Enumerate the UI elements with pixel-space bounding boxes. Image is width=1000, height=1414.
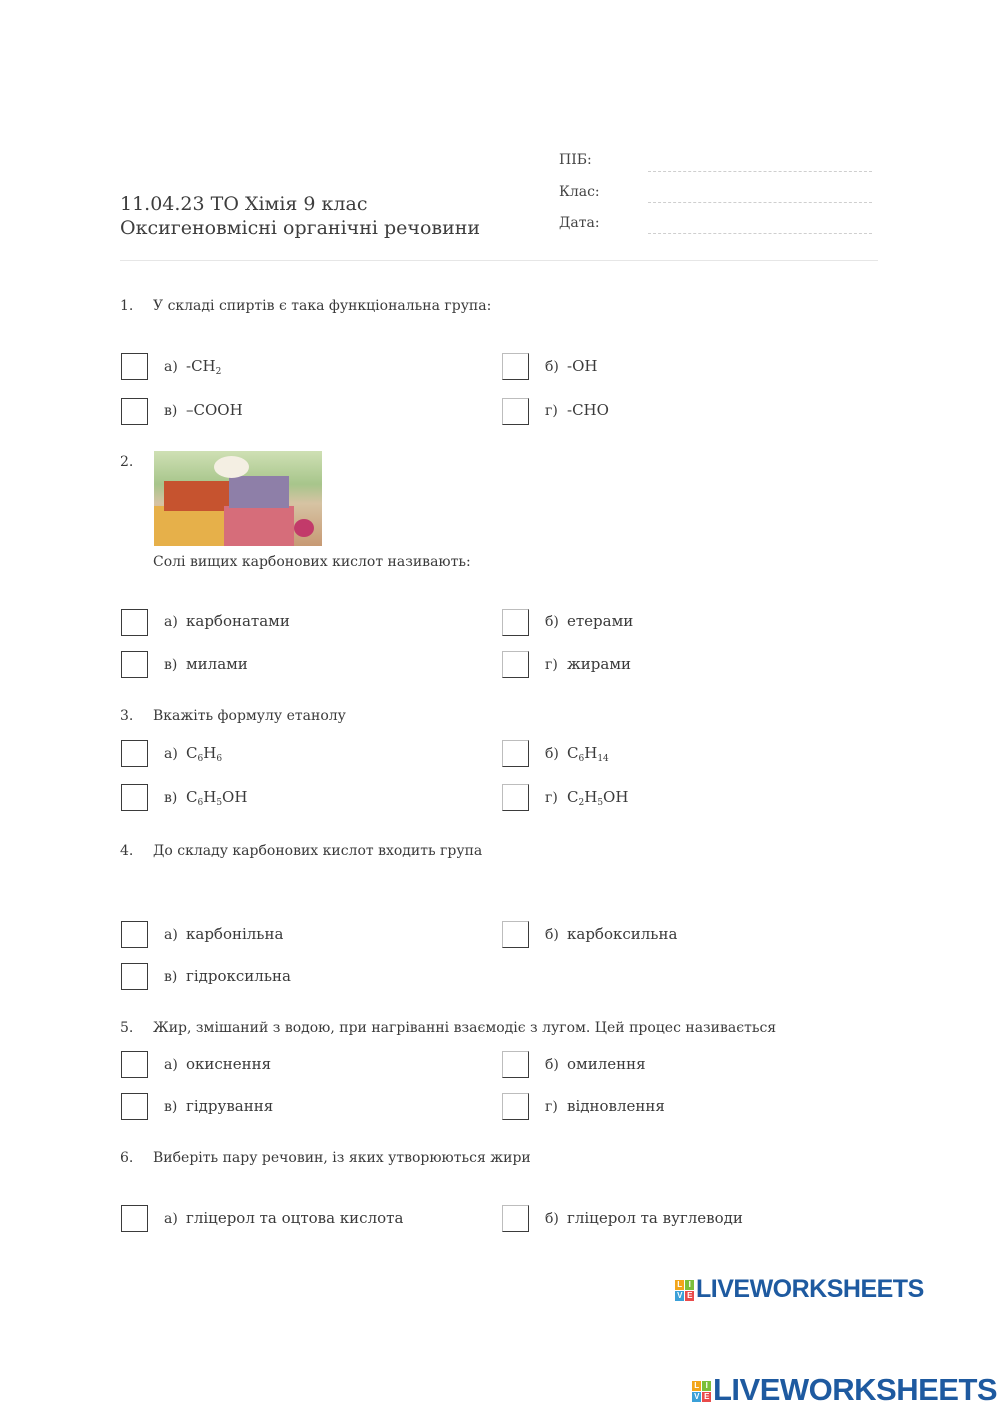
answer-checkbox[interactable] — [121, 921, 148, 948]
answer-checkbox[interactable] — [502, 1205, 529, 1232]
answer-checkbox[interactable] — [121, 651, 148, 678]
answer-checkbox[interactable] — [502, 784, 529, 811]
question-text: Жир, змішаний з водою, при нагріванні взаємодіє з лугом. Цей процес називається — [153, 1020, 777, 1036]
liveworksheets-logo: L I V E LIVEWORKSHEETS — [675, 1275, 924, 1304]
answer-option: г) жирами — [545, 655, 632, 673]
answer-option: в) $C_6H_5OH$ — [164, 788, 248, 808]
header-divider — [120, 260, 878, 261]
answer-option: б) етерами — [545, 612, 634, 630]
date-label: Дата: — [559, 215, 600, 231]
answer-checkbox[interactable] — [502, 398, 529, 425]
answer-checkbox[interactable] — [502, 1051, 529, 1078]
logo-mark-icon: L I V E — [692, 1381, 711, 1402]
answer-option: а) $C_6H_6$ — [164, 744, 223, 764]
answer-checkbox[interactable] — [121, 1051, 148, 1078]
question-text: Виберіть пару речовин, із яких утворюються жири — [153, 1150, 531, 1166]
answer-checkbox[interactable] — [121, 740, 148, 767]
question-number: 5. — [120, 1020, 134, 1036]
answer-option: б) -OH — [545, 357, 598, 375]
question-text: Солі вищих карбонових кислот називають: — [153, 554, 471, 570]
logo-mark-icon: L I V E — [675, 1280, 694, 1301]
answer-checkbox[interactable] — [121, 353, 148, 380]
answer-checkbox[interactable] — [121, 784, 148, 811]
question-text: Вкажіть формулу етанолу — [153, 708, 346, 724]
answer-checkbox[interactable] — [502, 1093, 529, 1120]
question-number: 6. — [120, 1150, 134, 1166]
question-text: До складу карбонових кислот входить група — [153, 843, 483, 859]
answer-checkbox[interactable] — [502, 609, 529, 636]
answer-checkbox[interactable] — [121, 1205, 148, 1232]
answer-option: б) гліцерол та вуглеводи — [545, 1209, 743, 1227]
answer-checkbox[interactable] — [121, 398, 148, 425]
question-number: 3. — [120, 708, 134, 724]
answer-checkbox[interactable] — [121, 609, 148, 636]
answer-option: а) гліцерол та оцтова кислота — [164, 1209, 404, 1227]
answer-option: б) $C_6H_{14}$ — [545, 744, 609, 764]
answer-checkbox[interactable] — [121, 1093, 148, 1120]
class-label: Клас: — [559, 184, 600, 200]
answer-option: г) -CHO — [545, 401, 609, 419]
name-label: ПІБ: — [559, 152, 592, 168]
answer-checkbox[interactable] — [121, 963, 148, 990]
answer-option: в) гідрування — [164, 1097, 274, 1115]
answer-option: г) відновлення — [545, 1097, 665, 1115]
answer-option: а) карбонільна — [164, 925, 284, 943]
question-number: 4. — [120, 843, 134, 859]
name-field[interactable] — [648, 171, 872, 172]
liveworksheets-logo: L I V E LIVEWORKSHEETS — [692, 1372, 997, 1408]
answer-option: в) гідроксильна — [164, 967, 291, 985]
answer-option: а) карбонатами — [164, 612, 290, 630]
answer-option: в) милами — [164, 655, 248, 673]
worksheet-title: 11.04.23 ТО Хімія 9 клас Оксигеновмісні органічні речовини — [120, 193, 481, 239]
date-field[interactable] — [648, 233, 872, 234]
answer-option: а) окиснення — [164, 1055, 272, 1073]
answer-checkbox[interactable] — [502, 353, 529, 380]
question-number: 1. — [120, 298, 134, 314]
answer-checkbox[interactable] — [502, 921, 529, 948]
question-text: У складі спиртів є така функціональна група: — [153, 298, 492, 314]
answer-checkbox[interactable] — [502, 651, 529, 678]
answer-option: в) –COOH — [164, 401, 243, 419]
answer-option: б) омилення — [545, 1055, 646, 1073]
answer-option: а) $-CH_2$ — [164, 357, 222, 377]
class-field[interactable] — [648, 202, 872, 203]
soap-image — [154, 451, 322, 546]
question-number: 2. — [120, 454, 134, 470]
answer-option: г) $C_2H_5OH$ — [545, 788, 629, 808]
answer-option: б) карбоксильна — [545, 925, 678, 943]
answer-checkbox[interactable] — [502, 740, 529, 767]
